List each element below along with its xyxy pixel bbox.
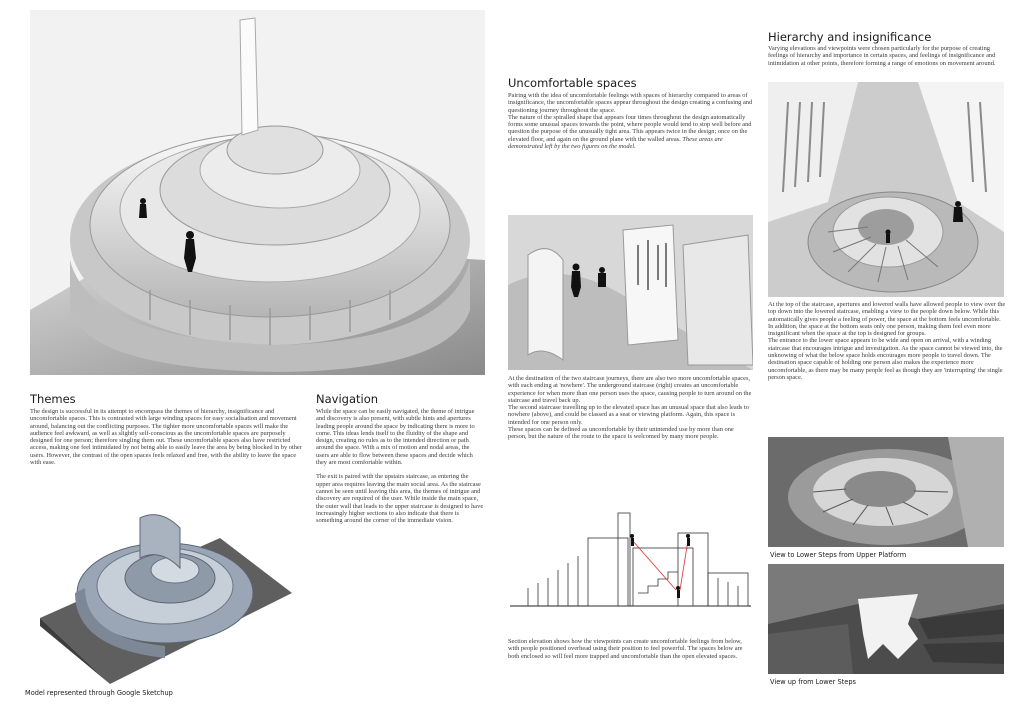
hierarchy-section [768, 30, 1008, 67]
themes-title: Themes [30, 392, 76, 406]
hierarchy-photo [768, 82, 1004, 297]
uncomfortable-lower-text [508, 375, 753, 441]
sketchup-model-image [30, 498, 292, 684]
uncomfortable-body-5: These spaces can be defined as uncomfortable by their unintended use by more than one person, but the nature of the route to the space is welcomed by many more people. [508, 426, 734, 441]
uncomfortable-body-4: The second staircase travelling up to the elevated space has an unusual space that also leads to nowhere (above), and could be classed as a seat or viewing platform. Again, this space is intended for one person only. [508, 404, 749, 426]
navigation-body-2: The exit is paired with the upstairs staircase, as entering the upper area requires leaving the main social area. As the staircase cannot be seen until leaving this area, the themes of intrigue and discovery are required of the user. While inside the main space, the outer wall that leads to the upper staircase is designed to have increasingly higher sections to also indicate that there is something around the corner of the immediate vision. [316, 473, 484, 525]
lower-view-caption: View up from Lower Steps [770, 678, 856, 686]
uncomfortable-photo [508, 215, 753, 370]
uncomfortable-body-2: The nature of the spiralled shape that appears four times throughout the design automatically forms some unusual spaces towards the point, where people would tend to stop well before and question the purpose of the unusually tight area. This appears twice in the design; once on the elevated floor, and again on the ground plane with the walled areas. [508, 113, 752, 143]
uncomfortable-body-1: Pairing with the idea of uncomfortable feelings with spaces of hierarchy compared to areas of insignificance, the uncomfortable spaces appear throughout the design creating a confusing and questioning journey throughout the space. [508, 92, 753, 114]
uncomfortable-section [508, 76, 753, 150]
themes-section [30, 392, 307, 466]
hierarchy-body-1: Varying elevations and viewpoints were chosen particularly for the purpose of creating feelings of hierarchy and importance in certain spaces, and feelings of insignificance and intimidation at other points, therefore forming a range of emotions on movement around. [768, 45, 996, 67]
uncomfortable-body-3: At the destination of the two staircase journeys, there are also two more uncomfortable spaces, with each ending at 'nowhere'. The underground staircase (right) creates an uncomfortable experience for when more than one person uses the space, causing people to turn around on the staircase and travel back up. [508, 375, 752, 404]
hierarchy-body-3: The entrance to the lower space appears to be wide and open on arrival, with a winding staircase that encourages intrigue and investigation. As the space cannot be viewed into, the unknowing of what the below space holds encourages more people to travel down. The destination space capable of holding one person also makes the experience more uncomfortable, as there may be many people feel as though they are 'interrupting' the single person space. [768, 337, 1003, 381]
themes-body: The design is successful in its attempt to encompass the themes of hierarchy, insignificance and uncomfortable spaces. This is contrasted with large winding spaces for easy socialisation and movement around, balancing out the conflicting purposes. The tighter more uncomfortable spaces will make the audience feel awkward, as well as slightly self-conscious as the uncomfortable spaces are purposely designed for one person; therefore singling them out. These uncomfortable spaces also have restricted access, making one feel intimidated by not being able to easily leave the area by being blocked in by other users. However, the contrast of the open spaces feels relaxed and free, with the ability to leave the space with ease. [30, 408, 302, 467]
navigation-title: Navigation [316, 392, 379, 406]
hierarchy-lower-text [768, 301, 1006, 381]
section-elevation-drawing [508, 498, 753, 616]
navigation-section [316, 392, 484, 524]
lower-steps-view-photo [768, 564, 1004, 674]
hierarchy-title: Hierarchy and insignificance [768, 30, 932, 44]
uncomfortable-body-2-wrap [508, 114, 753, 150]
main-model-photo [30, 10, 485, 375]
upper-view-caption: View to Lower Steps from Upper Platform [770, 551, 907, 559]
hierarchy-body-2: At the top of the staircase, apertures and lowered walls have allowed people to view over the top down into the lowered staircase, enabling a view to the people down below. While this automatically gives people a feeling of power, the space at the bottom feels uncomfortable. In addition, the space at the bottom seats only one person, making them feel even more insignificant when the space at the top is designed for groups. [768, 301, 1006, 338]
upper-platform-view-photo [768, 437, 1004, 547]
uncomfortable-body-2-italic: These areas are demonstrated left by the two figures on the model. [508, 135, 723, 151]
section-caption: Section elevation shows how the viewpoints can create uncomfortable feelings from below, with people positioned overhead using their position to feel powerful. The spaces below are both enclosed so will feel more trapped and uncomfortable than the open elevated spaces. [508, 638, 743, 660]
navigation-body-1: While the space can be easily navigated, the theme of intrigue and discovery is also present, with subtle hints and apertures leading people around the space by indicating there is more to come. This ideas lends itself to the fluidity of the shape and design, creating no rules as to the intended direction or path around the space. With a mix of motion and nodal areas, the users are able to flow between these spaces and decide which they are most comfortable within. [316, 408, 475, 467]
uncomfortable-title: Uncomfortable spaces [508, 76, 637, 90]
sketchup-caption: Model represented through Google Sketchup [25, 689, 173, 697]
